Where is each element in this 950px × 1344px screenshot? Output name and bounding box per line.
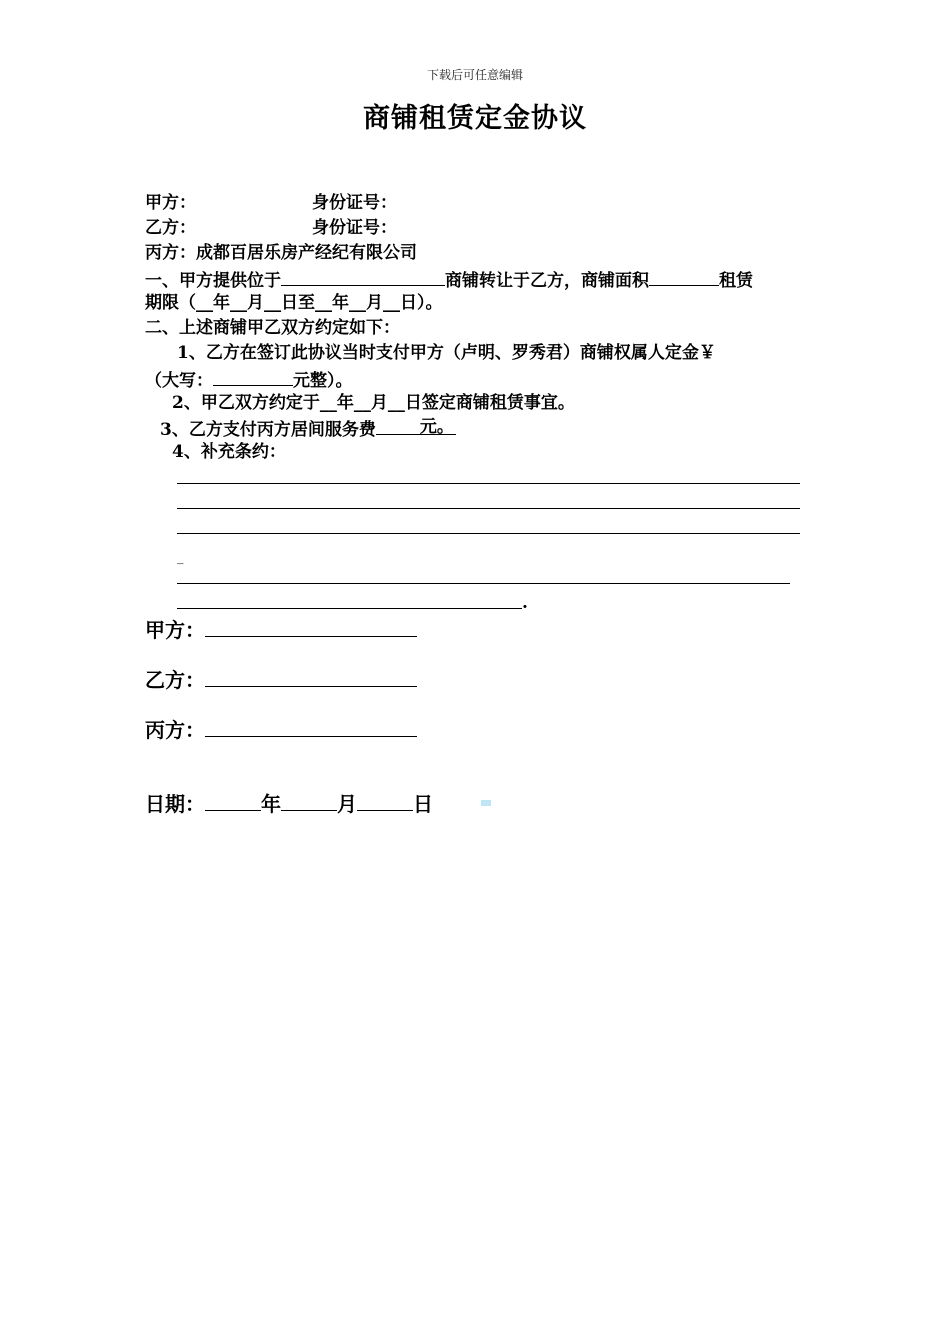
month-blank[interactable] (281, 790, 337, 811)
signature-c-label: 丙方： (145, 718, 205, 742)
clause2-item1-line1: 1、乙方在签订此协议当时支付甲方（卢明、罗秀君）商铺权属人定金￥ (177, 343, 716, 363)
stray-underscore: _ (177, 550, 184, 565)
clause1-line2: 期限（__年__月__日至__年__月__日）。 (145, 293, 443, 313)
day-label: 日 (413, 792, 433, 816)
party-b-row (145, 217, 397, 239)
clause2-item1-line2 (145, 367, 353, 392)
highlight-marker (481, 800, 491, 806)
signature-a-blank[interactable] (205, 616, 417, 637)
date-row (145, 788, 433, 817)
party-a-label: 甲方： (145, 193, 196, 213)
supplement-line-5[interactable] (177, 608, 522, 609)
item1-suffix: 元整）。 (293, 371, 353, 391)
signature-a-label: 甲方： (145, 618, 205, 642)
location-blank[interactable] (281, 267, 445, 286)
year-label: 年 (261, 792, 281, 816)
signature-a-row (145, 614, 417, 643)
supplement-line-2[interactable] (177, 508, 800, 509)
signature-b-label: 乙方： (145, 668, 205, 692)
clause1-part3: 租赁 (719, 271, 753, 291)
clause2-item3 (160, 416, 456, 441)
clause2-item2: 2、甲乙双方约定于__年__月__日签定商铺租赁事宜。 (172, 393, 575, 413)
supplement-line-3[interactable] (177, 533, 800, 534)
date-label: 日期： (145, 792, 205, 816)
document-title: 商铺租赁定金协议 (363, 103, 587, 134)
clause2-intro: 二、上述商铺甲乙双方约定如下： (145, 318, 400, 338)
signature-c-row (145, 714, 417, 743)
end-period: . (522, 593, 528, 613)
clause1-part2: 商铺转让于乙方，商铺面积 (445, 271, 649, 291)
clause1-line1 (145, 267, 753, 292)
item3-label: 3、乙方支付丙方居间服务费 (160, 420, 376, 440)
deposit-words-blank[interactable] (213, 367, 293, 386)
clause2-item4: 4、补充条约： (172, 442, 286, 462)
area-blank[interactable] (649, 267, 719, 286)
service-fee-blank[interactable] (376, 416, 456, 435)
year-blank[interactable] (205, 790, 261, 811)
supplement-line-1[interactable] (177, 483, 800, 484)
day-blank[interactable] (357, 790, 413, 811)
item1-dx-label: （大写： (145, 371, 213, 391)
signature-b-row (145, 664, 417, 693)
clause1-part1: 一、甲方提供位于 (145, 271, 281, 291)
item3-suffix: 元。 (419, 417, 454, 437)
party-b-id-label: 身份证号： (312, 218, 397, 238)
party-b-label: 乙方： (145, 218, 196, 238)
signature-b-blank[interactable] (205, 666, 417, 687)
party-a-row (145, 192, 397, 214)
party-c-row: 丙方：成都百居乐房产经纪有限公司 (145, 243, 417, 263)
supplement-line-4[interactable] (177, 583, 790, 584)
month-label: 月 (337, 792, 357, 816)
header-note: 下载后可任意编辑 (426, 68, 523, 82)
party-a-id-label: 身份证号： (312, 193, 397, 213)
signature-c-blank[interactable] (205, 716, 417, 737)
